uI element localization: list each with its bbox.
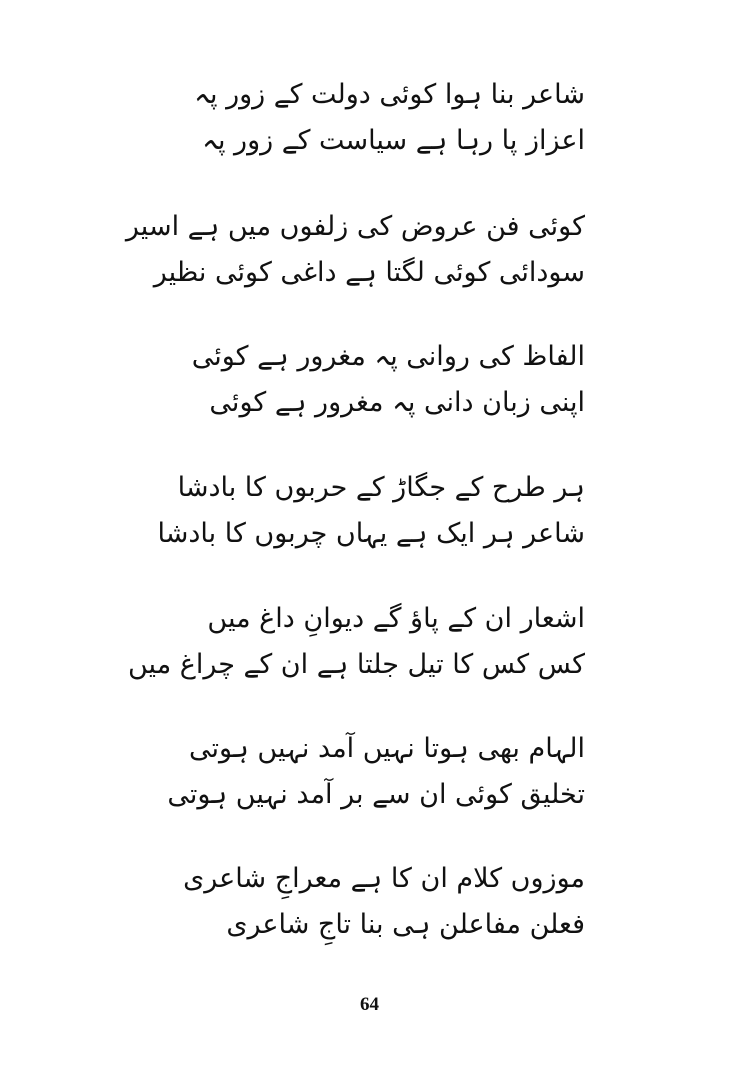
verse-line: شاعر ہر ایک ہے یہاں چربوں کا بادشا	[157, 518, 585, 549]
stanza-5	[128, 596, 585, 688]
verse-line: ہر طرح کے جگاڑ کے حربوں کا بادشا	[177, 472, 585, 503]
stanza-1	[194, 72, 585, 164]
stanza-6	[167, 726, 585, 818]
page-number: 64	[360, 994, 379, 1015]
verse-line: اپنی زبان دانی پہ مغرور ہے کوئی	[209, 387, 585, 418]
stanza-4	[157, 465, 585, 557]
stanza-2	[125, 204, 585, 296]
verse-line: اعزاز پا رہا ہے سیاست کے زور پہ	[202, 125, 585, 156]
verse-line: فعلن مفاعلن ہی بنا تاجِ شاعری	[226, 909, 585, 940]
verse-line: اشعار ان کے پاؤ گے دیوانِ داغ میں	[207, 603, 585, 634]
stanza-3	[191, 334, 585, 426]
verse-line: الہام بھی ہوتا نہیں آمد نہیں ہوتی	[189, 733, 585, 764]
verse-line: موزوں کلام ان کا ہے معراجِ شاعری	[183, 863, 585, 894]
stanza-7	[183, 856, 585, 948]
verse-line: الفاظ کی روانی پہ مغرور ہے کوئی	[191, 341, 585, 372]
verse-line: سودائی کوئی لگتا ہے داغی کوئی نظیر	[153, 257, 585, 288]
verse-line: کس کس کا تیل جلتا ہے ان کے چراغ میں	[128, 649, 585, 680]
verse-line: کوئی فن عروض کی زلفوں میں ہے اسیر	[125, 211, 585, 242]
verse-line: تخلیق کوئی ان سے بر آمد نہیں ہوتی	[167, 779, 585, 810]
verse-line: شاعر بنا ہوا کوئی دولت کے زور پہ	[194, 79, 585, 110]
